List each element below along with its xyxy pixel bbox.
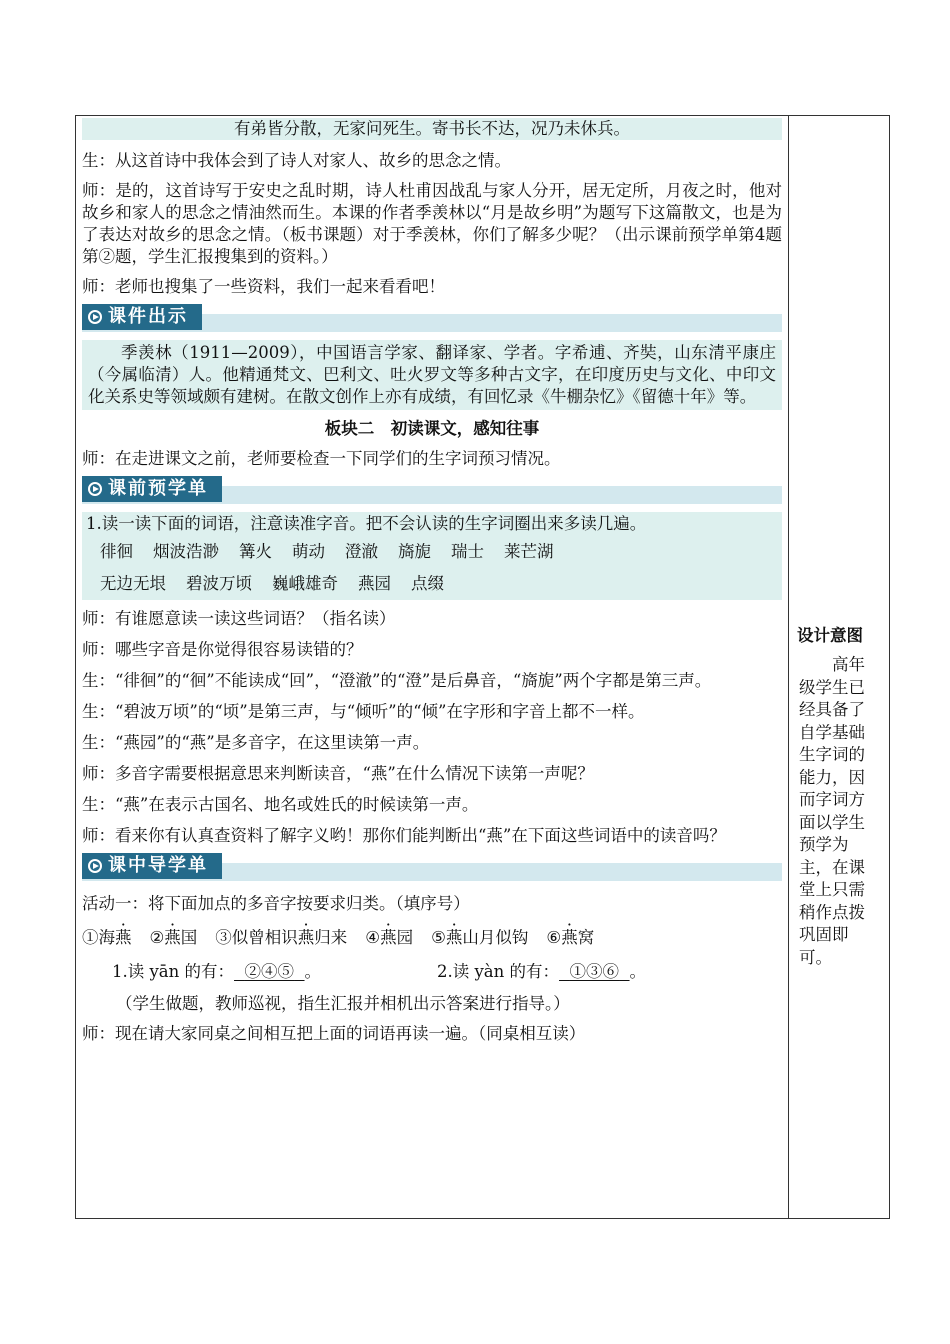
dotted-char: 燕 <box>445 928 463 947</box>
vocab-word: 徘徊 <box>100 542 133 561</box>
vocab-word: 旖旎 <box>398 542 431 561</box>
dialogue <box>82 608 782 847</box>
main-column <box>82 116 782 1045</box>
paragraph: 师：老师也搜集了一些资料，我们一起来看看吧！ <box>82 277 445 296</box>
dotted-char: 燕 <box>561 928 578 947</box>
answer-row: 1.读 yān 的有： ②④⑤ 。 2.读 yàn 的有： ①③⑥ 。 <box>112 962 647 981</box>
dialogue-line: 生：“燕园”的“燕”是多音字，在这里读第一声。 <box>82 733 430 752</box>
play-icon <box>88 310 102 324</box>
lesson-table <box>75 115 890 1219</box>
side-column <box>789 116 889 969</box>
vocab-word: 澄澈 <box>345 542 378 561</box>
section-title: 板块二 初读课文，感知往事 <box>324 419 540 438</box>
play-icon <box>88 859 102 873</box>
vocab-word: 无边无垠 <box>100 574 166 593</box>
vocab-word: 巍峨雄奇 <box>272 574 338 593</box>
paragraph: 生：从这首诗中我体会到了诗人对家人、故乡的思念之情。 <box>82 151 511 170</box>
dialogue-line: 生：“碧波万顷”的“顷”是第三声，与“倾听”的“倾”在字形和字音上都不一样。 <box>82 702 645 721</box>
dialogue-line: 生：“燕”在表示古国名、地名或姓氏的时候读第一声。 <box>82 795 479 814</box>
answer-yan4: ①③⑥ <box>569 962 620 981</box>
vocab-word: 燕园 <box>358 574 391 593</box>
polyphone-items <box>82 927 782 949</box>
vocab-word: 莱芒湖 <box>504 542 554 561</box>
polyphone-item: ②燕国 <box>149 928 198 947</box>
design-intent-text: 高年级学生已经具备了自学基础生字词的能力，因而字词方面以学生预学为主，在课堂上只需稍作点拨巩固即可。 <box>799 655 865 967</box>
polyphone-item: ④燕园 <box>365 928 414 947</box>
dialogue-line: 师：有谁愿意读一读这些词语？（指名读） <box>82 609 396 628</box>
dialogue-line: 师：看来你有认真查资料了解字义哟！那你们能判断出“燕”在下面这些词语中的读音吗？ <box>82 826 726 845</box>
dotted-char: 燕 <box>380 928 397 947</box>
vocab-box <box>82 512 782 600</box>
poem-line: 有弟皆分散，无家问死生。寄书长不达，况乃未休兵。 <box>82 118 782 140</box>
paragraph: 师：现在请大家同桌之间相互把上面的词语再读一遍。（同桌相互读） <box>82 1024 586 1043</box>
word-row <box>86 536 778 568</box>
question-label: 2.读 yàn 的有： <box>437 962 560 981</box>
question-label: 1.读 yān 的有： <box>112 962 235 981</box>
vocab-word: 瑞士 <box>451 542 484 561</box>
task-instruction: 1.读一读下面的词语，注意读准字音。把不会认读的生字词圈出来多读几遍。 <box>86 514 647 533</box>
guide-sheet-header: 课中导学单 <box>82 853 782 883</box>
author-bio: 季羡林（1911—2009），中国语言学家、翻译家、学者。字希逋、齐奘，山东清平康庄（今属临清）人。他精通梵文、巴利文、吐火罗文等多种古文字，在印度历史与文化、中印文化关系史等领域颇有建树。在散文创作上亦有成绩，有回忆录《牛棚杂忆》《留德十年》等。 <box>82 340 782 410</box>
paragraph: 师：是的，这首诗写于安史之乱时期，诗人杜甫因战乱与家人分开，居无定所，月夜之时，他对故乡和家人的思念之情油然而生。本课的作者季羡林以“月是故乡明”为题写下这篇散文，也是为了表达对故乡的思念之情。（板书课题）对于季羡林，你们了解多少呢？（出示课前预学单第4题第②题，学生汇报搜集到的资料。） <box>82 181 782 266</box>
dialogue-line: 师：多音字需要根据意思来判断读音，“燕”在什么情况下读第一声呢？ <box>82 764 594 783</box>
vocab-word: 烟波浩渺 <box>153 542 219 561</box>
polyphone-item: ⑥燕窝 <box>546 928 595 947</box>
vocab-word: 点缀 <box>411 574 444 593</box>
teacher-note: （学生做题，教师巡视，指生汇报并相机出示答案进行指导。） <box>116 994 570 1013</box>
vocab-word: 篝火 <box>239 542 272 561</box>
polyphone-item: ③似曾相识燕归来 <box>215 928 348 947</box>
dotted-char: 燕 <box>115 928 132 947</box>
word-row <box>86 568 778 600</box>
design-intent-title: 设计意图 <box>797 626 863 645</box>
courseware-header: 课件出示 <box>82 304 782 334</box>
dotted-char: 燕 <box>164 928 181 947</box>
answer-yan1: ②④⑤ <box>244 962 295 981</box>
vocab-word: 碧波万顷 <box>186 574 252 593</box>
dotted-char: 燕 <box>297 928 315 947</box>
play-icon <box>88 482 102 496</box>
paragraph: 师：在走进课文之前，老师要检查一下同学们的生字词预习情况。 <box>82 449 561 468</box>
polyphone-item: ⑤燕山月似钩 <box>431 928 529 947</box>
vocab-word: 萌动 <box>292 542 325 561</box>
dialogue-line: 生：“徘徊”的“徊”不能读成“回”，“澄澈”的“澄”是后鼻音，“旖旎”两个字都是第三声。 <box>82 671 712 690</box>
activity-instruction: 活动一：将下面加点的多音字按要求归类。（填序号） <box>82 894 470 913</box>
polyphone-item: ①海燕 <box>82 928 132 947</box>
preview-sheet-header: 课前预学单 <box>82 476 782 506</box>
dialogue-line: 师：哪些字音是你觉得很容易读错的？ <box>82 640 363 659</box>
